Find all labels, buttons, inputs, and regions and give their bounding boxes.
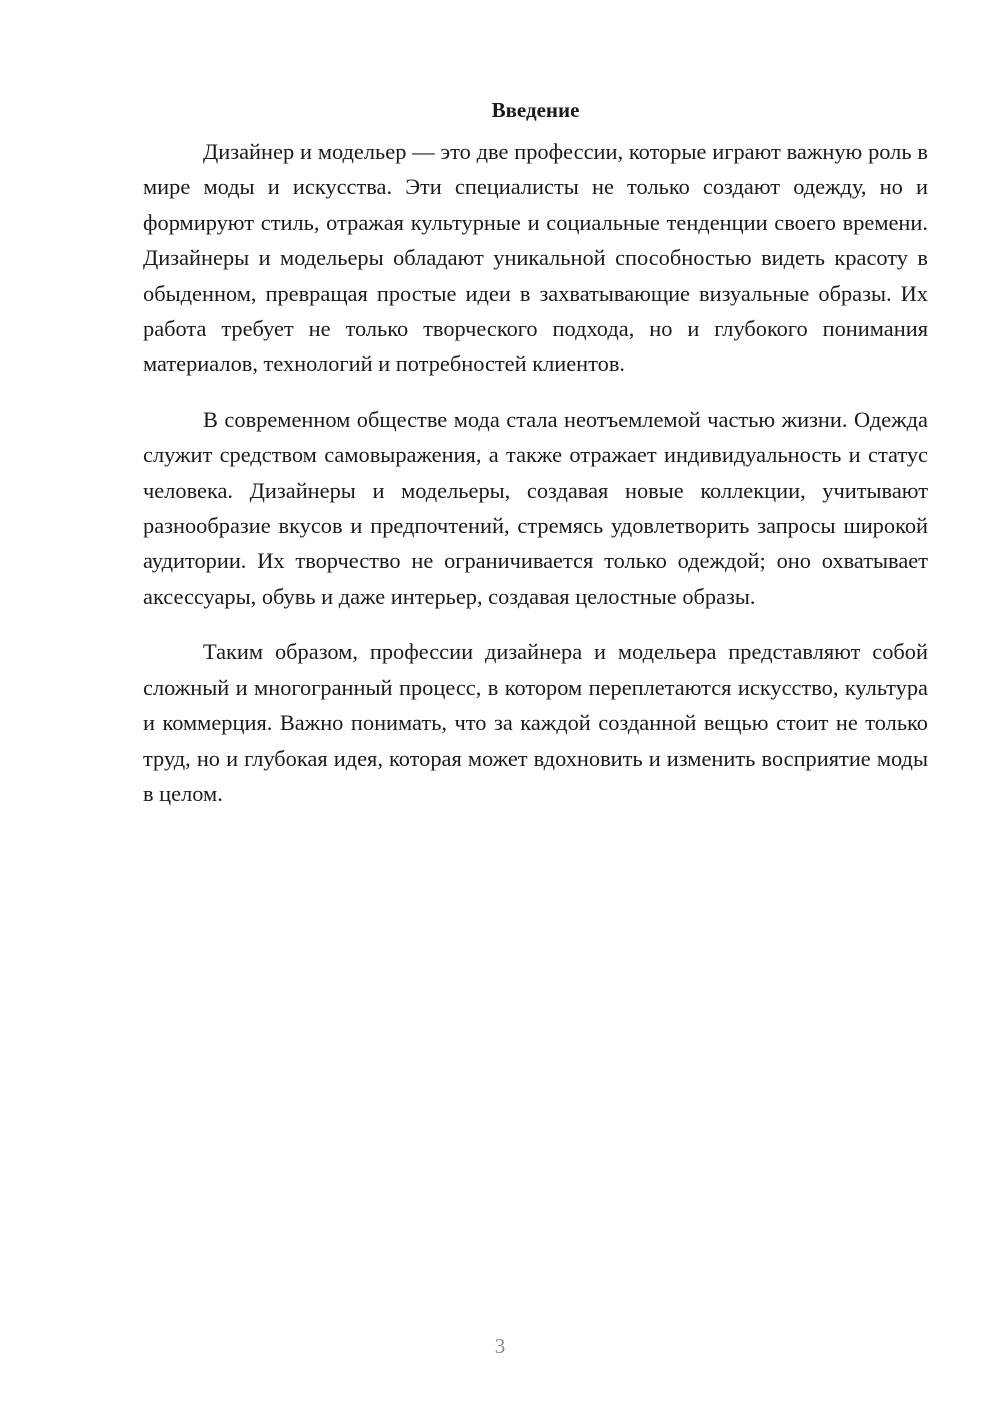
section-heading: Введение [491, 98, 580, 122]
paragraph-3: Таким образом, профессии дизайнера и модельера представляют собой сложный и многогранный процесс, в котором переплетаются искусство, культура и коммерция. Важно понимать, что за каждой созданной вещью стоит не только труд, но и глубокая идея, которая может вдохновить и изменить восприятие моды в целом. [143, 639, 928, 806]
paragraph-1: Дизайнер и модельер — это две профессии, которые играют важную роль в мире моды и искусства. Эти специалисты не только создают одежду, но и формируют стиль, отражая культурные и социальные тенденции своего времени. Дизайнеры и модельеры обладают уникальной способностью видеть красоту в обыденном, превращая простые идеи в захватывающие визуальные образы. Их работа требует не только творческого подхода, но и глубокого понимания материалов, технологий и потребностей клиентов. [143, 139, 928, 377]
page-content [143, 92, 928, 811]
page-number: 3 [494, 1334, 506, 1358]
paragraph-2: В современном обществе мода стала неотъемлемой частью жизни. Одежда служит средством самовыражения, а также отражает индивидуальность и статус человека. Дизайнеры и модельеры, создавая новые коллекции, учитывают разнообразие вкусов и предпочтений, стремясь удовлетворить запросы широкой аудитории. Их творчество не ограничивается только одеждой; оно охватывает аксессуары, обувь и даже интерьер, создавая целостные образы. [143, 406, 928, 609]
